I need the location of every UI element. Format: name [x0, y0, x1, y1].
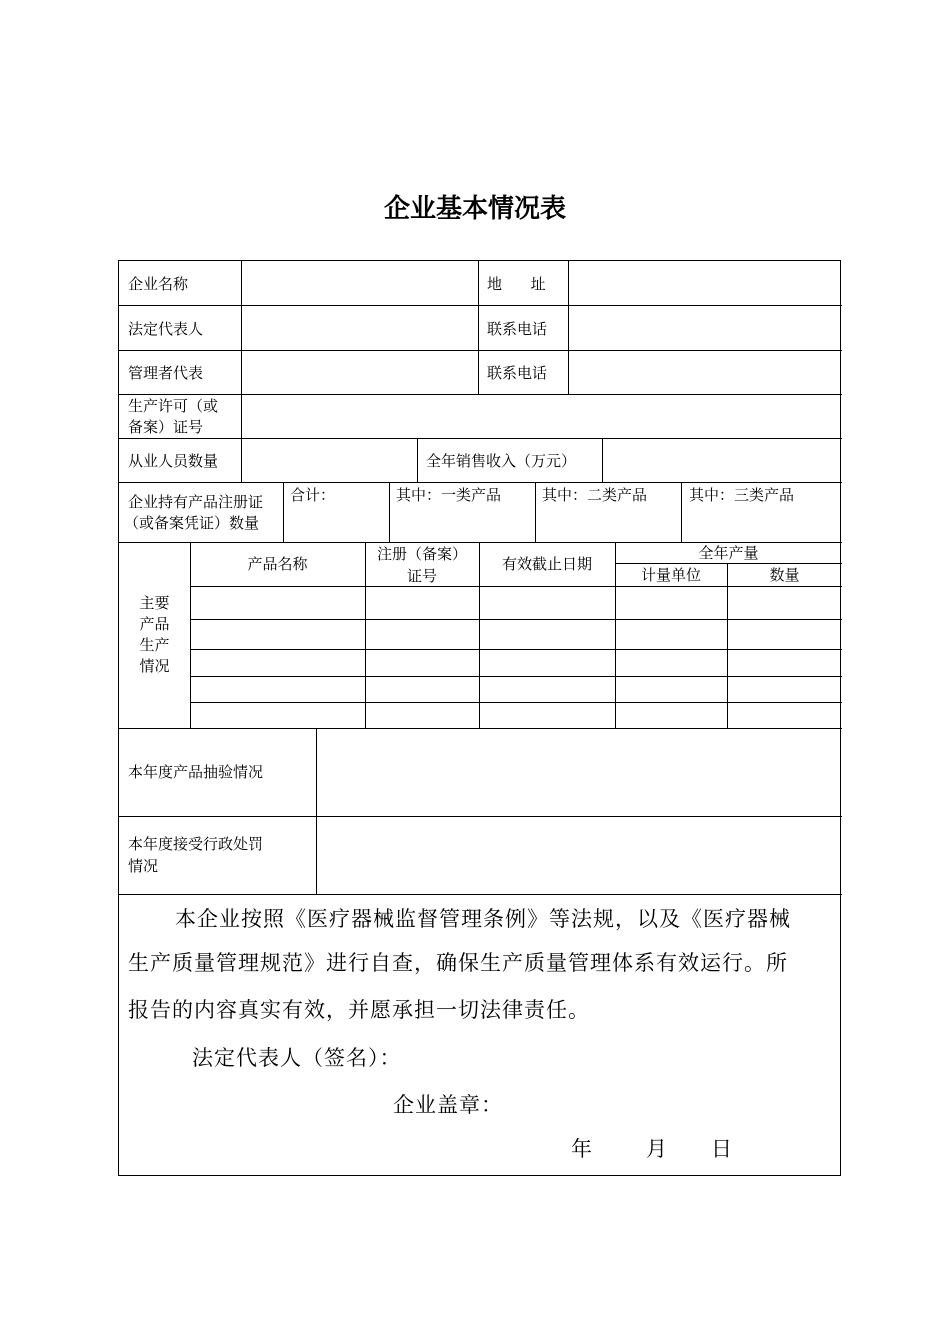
label-phone-2: 联系电话: [487, 364, 548, 382]
col-quantity: 数量: [769, 566, 800, 584]
label-main-products-2: 产品: [139, 615, 170, 633]
label-legal-rep: 法定代表人: [128, 320, 204, 338]
declaration-line1: 本企业按照《医疗器械监督管理条例》等法规，以及《医疗器械: [175, 907, 791, 931]
label-annual-sales: 全年销售收入（万元）: [426, 452, 577, 470]
page-title: 企业基本情况表: [383, 194, 566, 224]
col-annual-output: 全年产量: [698, 544, 759, 562]
company-info-form: [118, 260, 841, 1176]
label-phone-1: 联系电话: [487, 320, 548, 338]
label-main-products-4: 情况: [139, 657, 170, 675]
label-class1: 其中：一类产品: [396, 486, 502, 504]
label-license-line2: 备案）证号: [128, 418, 204, 436]
label-total: 合计：: [290, 486, 336, 504]
label-reg-count-line1: 企业持有产品注册证: [128, 493, 264, 511]
col-product-name: 产品名称: [247, 555, 308, 573]
label-penalty-line2: 情况: [128, 857, 159, 875]
signature-label: 法定代表人（签名）：: [192, 1046, 402, 1070]
label-penalty-line1: 本年度接受行政处罚: [128, 835, 264, 853]
label-company-name: 企业名称: [128, 275, 189, 293]
label-mgmt-rep: 管理者代表: [128, 364, 204, 382]
label-main-products-1: 主要: [139, 594, 170, 612]
label-staff-count: 从业人员数量: [128, 452, 219, 470]
declaration-line2: 生产质量管理规范》进行自查，确保生产质量管理体系有效运行。所: [128, 951, 788, 975]
label-license-line1: 生产许可（或: [128, 397, 219, 415]
declaration-line3: 报告的内容真实有效，并愿承担一切法律责任。: [128, 998, 590, 1022]
date-day: 日: [711, 1137, 733, 1161]
label-sampling: 本年度产品抽验情况: [128, 763, 264, 781]
date-month: 月: [646, 1137, 668, 1161]
col-reg-no-line1: 注册（备案）: [376, 545, 467, 563]
label-main-products-3: 生产: [139, 636, 170, 654]
col-valid-date: 有效截止日期: [501, 555, 592, 573]
seal-label: 企业盖章：: [393, 1093, 503, 1117]
date-year: 年: [571, 1137, 593, 1161]
label-class2: 其中：二类产品: [542, 486, 648, 504]
label-class3: 其中：三类产品: [689, 486, 795, 504]
label-reg-count-line2: （或备案凭证）数量: [124, 514, 260, 532]
col-reg-no-line2: 证号: [406, 567, 437, 585]
label-address: 地 址: [487, 275, 546, 293]
col-unit: 计量单位: [640, 566, 701, 584]
